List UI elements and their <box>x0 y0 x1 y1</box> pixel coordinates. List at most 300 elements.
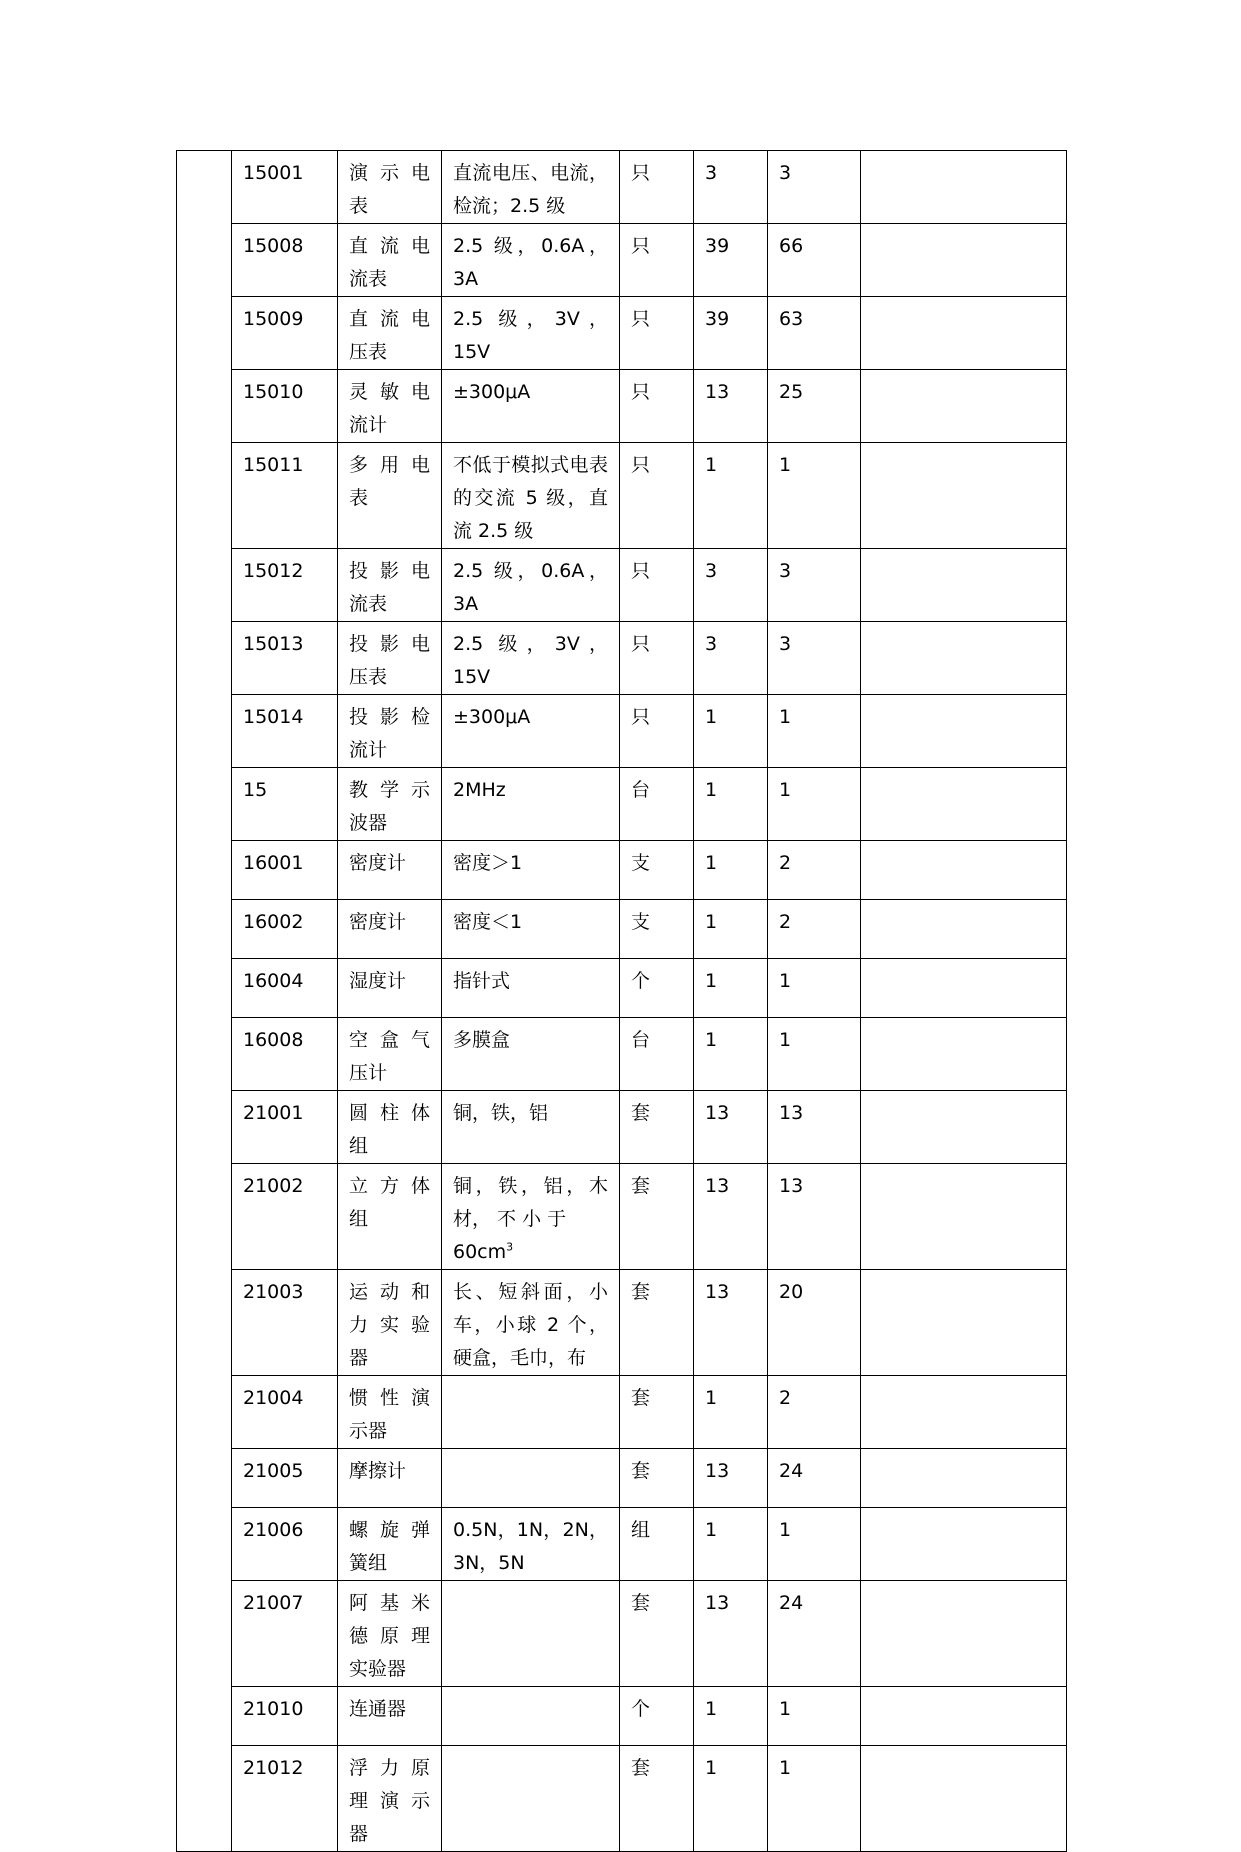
item-code-cell <box>232 1018 338 1091</box>
quantity-1-text: 1 <box>705 1757 718 1779</box>
item-unit-text: 台 <box>631 779 651 801</box>
quantity-2-text: 1 <box>779 706 792 728</box>
quantity-1-cell <box>694 1376 768 1449</box>
item-unit-cell <box>620 224 694 297</box>
quantity-1-cell <box>694 1687 768 1746</box>
quantity-1-cell <box>694 443 768 549</box>
item-name-text: 运 动 和力 实 验器 <box>349 1281 430 1369</box>
remarks-cell <box>861 1091 1067 1164</box>
item-name-text: 灵 敏 电流计 <box>349 381 430 436</box>
item-name-cell <box>338 1449 442 1508</box>
item-code-text: 21006 <box>243 1519 304 1541</box>
quantity-1-text: 13 <box>705 381 730 403</box>
item-unit-cell <box>620 1164 694 1270</box>
item-spec-cell <box>442 1376 620 1449</box>
item-name-text: 立 方 体组 <box>349 1175 430 1230</box>
table-row <box>177 1581 1067 1687</box>
quantity-1-text: 1 <box>705 970 718 992</box>
item-code-cell <box>232 151 338 224</box>
item-unit-text: 只 <box>631 162 651 184</box>
quantity-2-cell <box>768 768 861 841</box>
quantity-2-text: 3 <box>779 560 792 582</box>
item-name-text: 演 示 电表 <box>349 162 430 217</box>
item-spec-cell <box>442 959 620 1018</box>
quantity-1-cell <box>694 695 768 768</box>
item-code-cell <box>232 1687 338 1746</box>
item-name-cell <box>338 1164 442 1270</box>
item-spec-cell <box>442 1449 620 1508</box>
quantity-2-cell <box>768 1746 861 1852</box>
item-code-text: 15014 <box>243 706 304 728</box>
quantity-2-cell <box>768 1508 861 1581</box>
quantity-2-cell <box>768 549 861 622</box>
item-name-cell <box>338 224 442 297</box>
item-unit-text: 只 <box>631 308 651 330</box>
remarks-cell <box>861 695 1067 768</box>
item-name-cell <box>338 1746 442 1852</box>
item-name-cell <box>338 1018 442 1091</box>
table-row <box>177 224 1067 297</box>
quantity-2-text: 2 <box>779 1387 792 1409</box>
item-spec-cell <box>442 370 620 443</box>
item-unit-cell <box>620 549 694 622</box>
item-code-cell <box>232 443 338 549</box>
remarks-cell <box>861 151 1067 224</box>
table-row <box>177 1746 1067 1852</box>
item-name-text: 投 影 电流表 <box>349 560 430 615</box>
quantity-2-text: 1 <box>779 1519 792 1541</box>
item-unit-cell <box>620 1376 694 1449</box>
table-row <box>177 841 1067 900</box>
item-name-cell <box>338 549 442 622</box>
item-code-text: 21004 <box>243 1387 304 1409</box>
item-code-cell <box>232 549 338 622</box>
item-name-cell <box>338 1581 442 1687</box>
quantity-1-text: 1 <box>705 911 718 933</box>
item-code-text: 15013 <box>243 633 304 655</box>
quantity-1-cell <box>694 151 768 224</box>
item-name-text: 教 学 示波器 <box>349 779 430 834</box>
item-spec-cell <box>442 443 620 549</box>
item-code-cell <box>232 297 338 370</box>
item-spec-cell <box>442 622 620 695</box>
item-unit-text: 套 <box>631 1757 651 1779</box>
table-row <box>177 695 1067 768</box>
quantity-1-text: 3 <box>705 162 718 184</box>
item-unit-text: 组 <box>631 1519 651 1541</box>
remarks-cell <box>861 1018 1067 1091</box>
table-row <box>177 959 1067 1018</box>
item-name-cell <box>338 1687 442 1746</box>
quantity-1-cell <box>694 297 768 370</box>
item-name-cell <box>338 1091 442 1164</box>
item-unit-text: 只 <box>631 454 651 476</box>
quantity-1-cell <box>694 622 768 695</box>
item-unit-text: 只 <box>631 235 651 257</box>
item-spec-cell <box>442 768 620 841</box>
item-spec-cell <box>442 1508 620 1581</box>
item-code-text: 21001 <box>243 1102 304 1124</box>
quantity-2-text: 3 <box>779 633 792 655</box>
item-code-text: 15011 <box>243 454 304 476</box>
item-unit-text: 套 <box>631 1592 651 1614</box>
item-spec-cell <box>442 1746 620 1852</box>
quantity-1-cell <box>694 549 768 622</box>
item-spec-text: 2.5 级，3V，15V <box>453 633 608 688</box>
item-unit-cell <box>620 900 694 959</box>
item-spec-text: 2.5 级，3V，15V <box>453 308 608 363</box>
table-row <box>177 1091 1067 1164</box>
item-unit-text: 只 <box>631 381 651 403</box>
quantity-1-text: 1 <box>705 1698 718 1720</box>
equipment-table-body <box>177 151 1067 1852</box>
table-row <box>177 1018 1067 1091</box>
item-name-cell <box>338 370 442 443</box>
item-code-text: 15001 <box>243 162 304 184</box>
quantity-1-text: 13 <box>705 1102 730 1124</box>
item-spec-cell <box>442 151 620 224</box>
item-code-cell <box>232 900 338 959</box>
item-unit-cell <box>620 695 694 768</box>
item-unit-cell <box>620 1508 694 1581</box>
quantity-2-cell <box>768 1164 861 1270</box>
item-spec-cell <box>442 1018 620 1091</box>
item-code-cell <box>232 224 338 297</box>
item-code-cell <box>232 768 338 841</box>
item-spec-text: 不低于模拟式电表的交流 5 级，直流 2.5 级 <box>453 454 608 542</box>
remarks-cell <box>861 224 1067 297</box>
item-name-cell <box>338 1508 442 1581</box>
quantity-2-cell <box>768 1270 861 1376</box>
item-name-text: 投 影 电压表 <box>349 633 430 688</box>
item-spec-text: ±300μA <box>453 381 531 403</box>
quantity-1-text: 3 <box>705 560 718 582</box>
table-row <box>177 549 1067 622</box>
item-name-text: 惯 性 演示器 <box>349 1387 430 1442</box>
table-row <box>177 622 1067 695</box>
item-code-text: 15012 <box>243 560 304 582</box>
item-code-cell <box>232 1746 338 1852</box>
quantity-2-cell <box>768 841 861 900</box>
quantity-2-cell <box>768 1581 861 1687</box>
item-name-text: 连通器 <box>349 1698 407 1720</box>
remarks-cell <box>861 622 1067 695</box>
item-code-text: 16002 <box>243 911 304 933</box>
table-row <box>177 1164 1067 1270</box>
remarks-cell <box>861 549 1067 622</box>
item-name-cell <box>338 900 442 959</box>
item-unit-cell <box>620 1018 694 1091</box>
quantity-2-cell <box>768 900 861 959</box>
item-name-cell <box>338 768 442 841</box>
item-name-text: 密度计 <box>349 911 407 933</box>
item-code-cell <box>232 1581 338 1687</box>
table-row <box>177 768 1067 841</box>
quantity-1-text: 1 <box>705 852 718 874</box>
quantity-1-cell <box>694 959 768 1018</box>
item-name-cell <box>338 622 442 695</box>
item-unit-text: 只 <box>631 633 651 655</box>
remarks-cell <box>861 297 1067 370</box>
table-row <box>177 1687 1067 1746</box>
remarks-cell <box>861 1270 1067 1376</box>
leading-blank-cell <box>177 151 232 1852</box>
quantity-2-cell <box>768 1018 861 1091</box>
remarks-cell <box>861 1687 1067 1746</box>
item-code-cell <box>232 1270 338 1376</box>
item-name-cell <box>338 1270 442 1376</box>
quantity-1-text: 13 <box>705 1460 730 1482</box>
quantity-2-cell <box>768 622 861 695</box>
quantity-2-cell <box>768 1449 861 1508</box>
item-name-text: 投 影 检流计 <box>349 706 430 761</box>
table-row <box>177 1449 1067 1508</box>
item-unit-cell <box>620 443 694 549</box>
quantity-2-cell <box>768 151 861 224</box>
item-spec-text: 铜，铁，铝，木材， 不 小 于 <box>453 1175 608 1230</box>
remarks-cell <box>861 1164 1067 1270</box>
quantity-1-cell <box>694 1508 768 1581</box>
quantity-2-cell <box>768 297 861 370</box>
item-code-cell <box>232 1164 338 1270</box>
quantity-2-text: 1 <box>779 1698 792 1720</box>
quantity-1-text: 1 <box>705 779 718 801</box>
item-name-cell <box>338 695 442 768</box>
item-name-text: 直 流 电流表 <box>349 235 430 290</box>
item-unit-text: 套 <box>631 1281 651 1303</box>
item-name-text: 湿度计 <box>349 970 407 992</box>
item-spec-cell <box>442 1581 620 1687</box>
item-code-cell <box>232 1449 338 1508</box>
quantity-1-text: 3 <box>705 633 718 655</box>
quantity-2-text: 1 <box>779 970 792 992</box>
quantity-2-text: 13 <box>779 1102 804 1124</box>
item-unit-text: 套 <box>631 1387 651 1409</box>
quantity-2-cell <box>768 959 861 1018</box>
remarks-cell <box>861 443 1067 549</box>
item-name-text: 阿 基 米德 原 理实验器 <box>349 1592 430 1680</box>
quantity-2-text: 63 <box>779 308 804 330</box>
item-name-text: 直 流 电压表 <box>349 308 430 363</box>
item-code-cell <box>232 959 338 1018</box>
quantity-1-cell <box>694 768 768 841</box>
remarks-cell <box>861 900 1067 959</box>
item-spec-cell <box>442 900 620 959</box>
item-name-cell <box>338 151 442 224</box>
quantity-1-cell <box>694 1449 768 1508</box>
item-spec-text: 直流电压、电流，检流；2.5 级 <box>453 162 608 217</box>
quantity-2-text: 2 <box>779 852 792 874</box>
item-code-text: 15 <box>243 779 268 801</box>
item-unit-text: 只 <box>631 560 651 582</box>
item-unit-cell <box>620 1449 694 1508</box>
item-spec-text: ±300μA <box>453 706 531 728</box>
quantity-1-text: 13 <box>705 1175 730 1197</box>
quantity-1-cell <box>694 1581 768 1687</box>
item-spec-cell <box>442 1164 620 1270</box>
remarks-cell <box>861 1449 1067 1508</box>
item-code-text: 15010 <box>243 381 304 403</box>
item-spec-cell <box>442 1270 620 1376</box>
quantity-2-text: 1 <box>779 1029 792 1051</box>
item-code-cell <box>232 622 338 695</box>
item-spec-text: 长、短斜面，小车，小球 2 个，硬盒，毛巾，布 <box>453 1281 608 1369</box>
item-unit-text: 套 <box>631 1460 651 1482</box>
item-unit-cell <box>620 151 694 224</box>
item-code-text: 21002 <box>243 1175 304 1197</box>
quantity-1-text: 1 <box>705 1387 718 1409</box>
quantity-1-cell <box>694 1091 768 1164</box>
quantity-2-text: 1 <box>779 1757 792 1779</box>
item-code-cell <box>232 1091 338 1164</box>
item-spec-cell <box>442 297 620 370</box>
item-unit-cell <box>620 297 694 370</box>
quantity-1-text: 13 <box>705 1592 730 1614</box>
item-code-text: 21005 <box>243 1460 304 1482</box>
item-code-cell <box>232 370 338 443</box>
quantity-1-cell <box>694 900 768 959</box>
quantity-2-cell <box>768 1376 861 1449</box>
item-unit-text: 个 <box>631 970 651 992</box>
quantity-2-cell <box>768 224 861 297</box>
quantity-2-text: 24 <box>779 1592 804 1614</box>
item-name-cell <box>338 959 442 1018</box>
item-name-text: 多 用 电表 <box>349 454 430 509</box>
item-code-text: 16008 <box>243 1029 304 1051</box>
item-code-cell <box>232 841 338 900</box>
item-code-text: 16001 <box>243 852 304 874</box>
quantity-1-text: 1 <box>705 454 718 476</box>
item-spec-cell <box>442 1687 620 1746</box>
item-unit-cell <box>620 1581 694 1687</box>
item-spec-cell <box>442 224 620 297</box>
remarks-cell <box>861 959 1067 1018</box>
quantity-2-text: 13 <box>779 1175 804 1197</box>
item-code-cell <box>232 1508 338 1581</box>
table-row <box>177 151 1067 224</box>
item-unit-cell <box>620 370 694 443</box>
table-row <box>177 1270 1067 1376</box>
quantity-2-text: 3 <box>779 162 792 184</box>
remarks-cell <box>861 841 1067 900</box>
quantity-1-cell <box>694 1018 768 1091</box>
item-spec-text: 铜，铁，铝 <box>453 1102 549 1124</box>
item-code-text: 15008 <box>243 235 304 257</box>
quantity-2-cell <box>768 695 861 768</box>
item-code-text: 16004 <box>243 970 304 992</box>
table-row <box>177 370 1067 443</box>
quantity-1-cell <box>694 841 768 900</box>
item-code-cell <box>232 1376 338 1449</box>
item-spec-volume: 60cm <box>453 1241 507 1263</box>
item-unit-cell <box>620 1746 694 1852</box>
table-row <box>177 900 1067 959</box>
quantity-2-cell <box>768 1091 861 1164</box>
item-spec-text: 密度＜1 <box>453 911 523 933</box>
quantity-2-text: 2 <box>779 911 792 933</box>
table-row <box>177 1508 1067 1581</box>
item-unit-text: 套 <box>631 1175 651 1197</box>
item-name-cell <box>338 841 442 900</box>
remarks-cell <box>861 370 1067 443</box>
item-unit-cell <box>620 768 694 841</box>
remarks-cell <box>861 1581 1067 1687</box>
item-unit-cell <box>620 1270 694 1376</box>
quantity-1-text: 1 <box>705 1519 718 1541</box>
item-spec-text: 密度＞1 <box>453 852 523 874</box>
item-spec-superscript: 3 <box>506 1240 514 1254</box>
item-spec-cell <box>442 841 620 900</box>
quantity-1-text: 1 <box>705 1029 718 1051</box>
quantity-1-cell <box>694 224 768 297</box>
quantity-2-text: 66 <box>779 235 804 257</box>
equipment-table <box>176 150 1067 1852</box>
item-code-cell <box>232 695 338 768</box>
quantity-2-text: 25 <box>779 381 804 403</box>
item-unit-text: 套 <box>631 1102 651 1124</box>
item-unit-text: 支 <box>631 911 651 933</box>
quantity-2-cell <box>768 370 861 443</box>
item-code-text: 15009 <box>243 308 304 330</box>
item-spec-text: 0.5N，1N，2N，3N，5N <box>453 1519 608 1574</box>
item-spec-text: 2.5 级，0.6A，3A <box>453 560 608 615</box>
table-row <box>177 1376 1067 1449</box>
item-spec-cell <box>442 695 620 768</box>
quantity-1-cell <box>694 370 768 443</box>
remarks-cell <box>861 768 1067 841</box>
item-unit-cell <box>620 1091 694 1164</box>
item-name-text: 螺 旋 弹簧组 <box>349 1519 430 1574</box>
quantity-1-text: 39 <box>705 235 730 257</box>
item-unit-cell <box>620 1687 694 1746</box>
item-name-cell <box>338 443 442 549</box>
remarks-cell <box>861 1746 1067 1852</box>
quantity-2-text: 20 <box>779 1281 804 1303</box>
item-code-text: 21003 <box>243 1281 304 1303</box>
quantity-1-cell <box>694 1746 768 1852</box>
remarks-cell <box>861 1508 1067 1581</box>
item-code-text: 21012 <box>243 1757 304 1779</box>
item-code-text: 21010 <box>243 1698 304 1720</box>
table-row <box>177 443 1067 549</box>
item-spec-cell <box>442 549 620 622</box>
quantity-2-text: 24 <box>779 1460 804 1482</box>
item-name-text: 浮 力 原理 演 示器 <box>349 1757 430 1845</box>
remarks-cell <box>861 1376 1067 1449</box>
quantity-1-cell <box>694 1164 768 1270</box>
item-spec-cell <box>442 1091 620 1164</box>
quantity-1-text: 13 <box>705 1281 730 1303</box>
item-unit-cell <box>620 622 694 695</box>
quantity-1-cell <box>694 1270 768 1376</box>
item-unit-text: 个 <box>631 1698 651 1720</box>
item-name-text: 空 盒 气压计 <box>349 1029 430 1084</box>
item-spec-text: 多膜盒 <box>453 1029 511 1051</box>
item-unit-text: 只 <box>631 706 651 728</box>
item-code-text: 21007 <box>243 1592 304 1614</box>
quantity-2-cell <box>768 1687 861 1746</box>
table-row <box>177 297 1067 370</box>
item-unit-cell <box>620 959 694 1018</box>
quantity-2-text: 1 <box>779 779 792 801</box>
item-unit-cell <box>620 841 694 900</box>
item-spec-text: 指针式 <box>453 970 511 992</box>
quantity-2-cell <box>768 443 861 549</box>
item-name-cell <box>338 1376 442 1449</box>
item-spec-text: 2.5 级，0.6A，3A <box>453 235 608 290</box>
item-name-text: 密度计 <box>349 852 407 874</box>
item-spec-text: 2MHz <box>453 779 506 801</box>
